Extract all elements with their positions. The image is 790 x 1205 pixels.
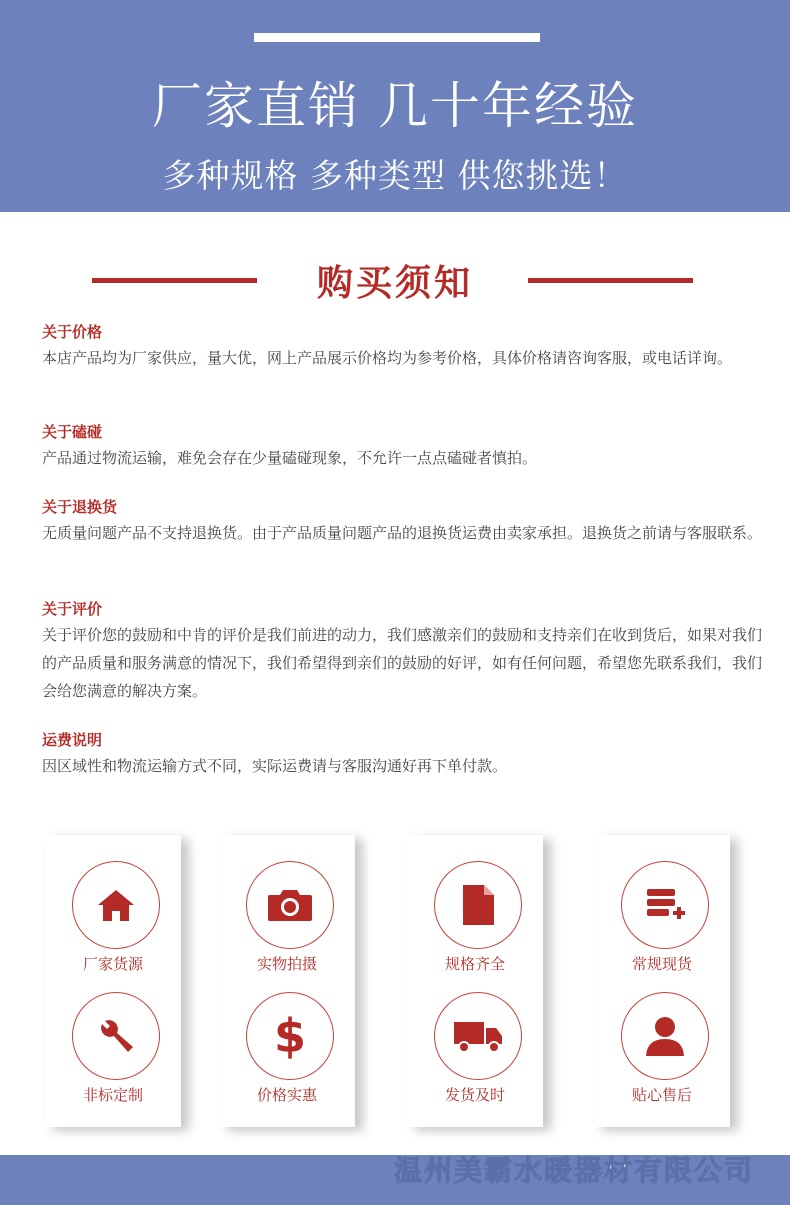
section-body: 因区域性和物流运输方式不同，实际运费请与客服沟通好再下单付款。	[42, 757, 508, 775]
feature-label: 规格齐全	[444, 955, 505, 973]
user-icon	[621, 992, 709, 1080]
section-body: 关于评价您的鼓励和中肯的评价是我们前进的动力，我们感激亲们的鼓励和支持亲们在收到货后，如果对我们的产品质量和服务满意的情况下，我们希望得到亲们的鼓励的好评，如有任何问题，希望您先联系我们，我们会给您满意的解决方案。	[42, 626, 763, 700]
section-body: 无质量问题产品不支持退换货。由于产品质量问题产品的退换货运费由卖家承担。退换货之前请与客服联系。	[42, 524, 763, 542]
section-shipping	[42, 728, 762, 780]
feature-item	[219, 861, 355, 991]
section-title: 关于评价	[42, 600, 103, 618]
feature-label: 厂家货源	[82, 955, 143, 973]
wrench-icon	[72, 992, 160, 1080]
heading-right-line	[528, 278, 693, 283]
section-title: 关于磕碰	[42, 423, 103, 441]
feature-card	[219, 835, 355, 1127]
feature-cards	[0, 835, 790, 1130]
section-title: 运费说明	[42, 731, 103, 749]
feature-label: 发货及时	[444, 1086, 505, 1104]
section-returns	[42, 495, 762, 547]
notice-heading: 购买须知	[316, 263, 473, 304]
top-banner	[0, 0, 790, 212]
dollar-icon	[246, 992, 334, 1080]
banner-title: 厂家直销 几十年经验	[152, 77, 638, 135]
section-bump	[42, 420, 762, 472]
feature-item	[407, 861, 543, 991]
feature-label: 价格实惠	[256, 1086, 317, 1104]
feature-item	[219, 992, 355, 1122]
stock-icon	[621, 861, 709, 949]
feature-label: 实物拍摄	[256, 955, 317, 973]
notice-heading-row	[0, 255, 790, 305]
document-icon	[434, 861, 522, 949]
company-name: 温州美霸水暖器材有限公司	[393, 1154, 754, 1187]
section-body: 产品通过物流运输，难免会存在少量磕碰现象，不允许一点点磕碰者慎拍。	[42, 449, 538, 467]
feature-label: 常规现货	[631, 955, 692, 973]
camera-icon	[246, 861, 334, 949]
section-body: 本店产品均为厂家供应，量大优，网上产品展示价格均为参考价格，具体价格请咨询客服，或电话详询。	[42, 349, 733, 367]
feature-item	[45, 861, 181, 991]
section-title: 关于价格	[42, 323, 103, 341]
section-price	[42, 320, 762, 372]
dollar-glyph: $	[273, 1009, 306, 1063]
feature-card	[407, 835, 543, 1127]
feature-item	[407, 992, 543, 1122]
truck-icon	[434, 992, 522, 1080]
feature-label: 贴心售后	[631, 1086, 692, 1104]
section-title: 关于退换货	[42, 498, 118, 516]
banner-subtitle: 多种规格 多种类型 供您挑选！	[162, 156, 628, 195]
house-icon	[72, 861, 160, 949]
feature-item	[594, 992, 730, 1122]
banner-divider	[254, 33, 540, 42]
section-reviews	[42, 597, 762, 705]
feature-label: 非标定制	[82, 1086, 143, 1104]
feature-item	[594, 861, 730, 991]
feature-item	[45, 992, 181, 1122]
footer-bar	[0, 1155, 790, 1205]
feature-card	[594, 835, 730, 1127]
feature-card	[45, 835, 181, 1127]
